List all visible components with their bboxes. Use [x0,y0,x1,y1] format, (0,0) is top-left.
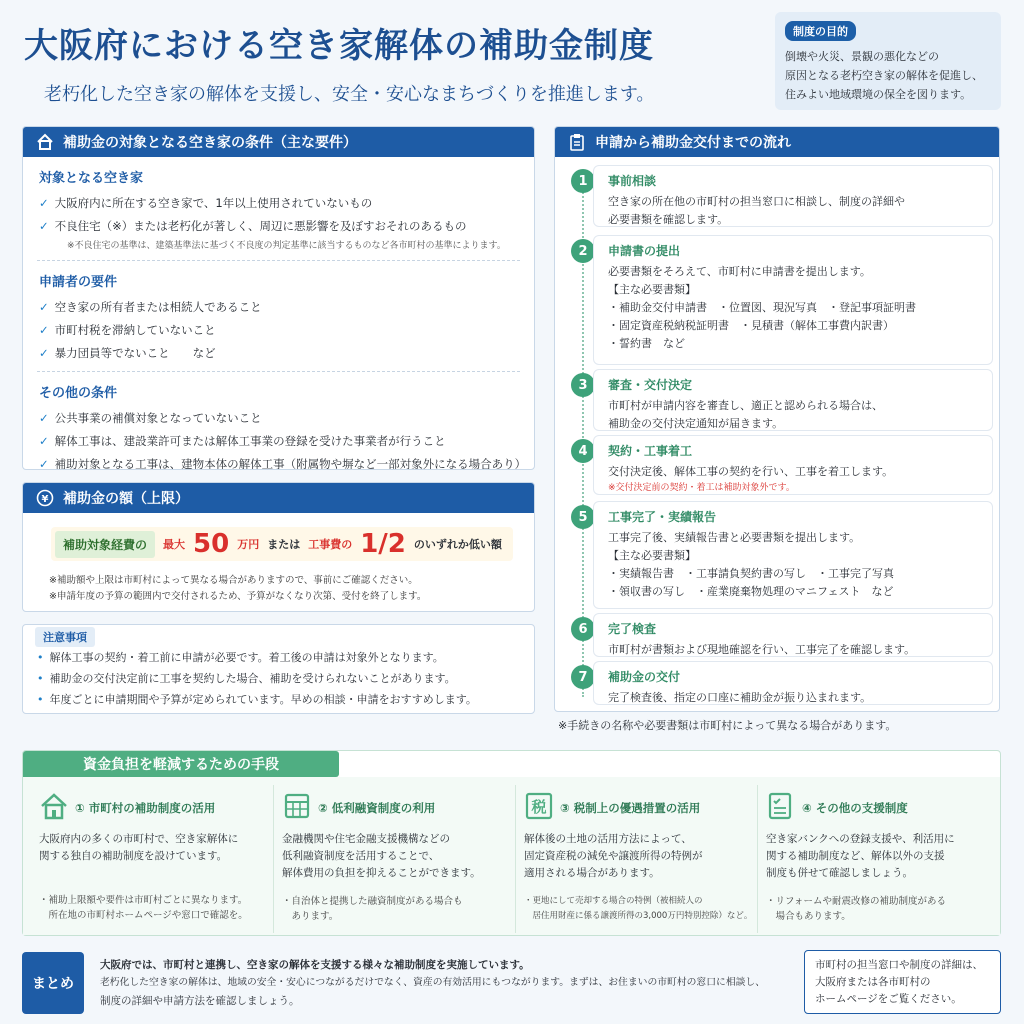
amount-panel [22,482,535,612]
means-column: 税 ③ 税制上の優遇措置の活用 解体後の土地の活用方法によって、 固定資産税の減免や譲渡所得の特例が 適用される場合があります。 ・更地にして売却する場合の特例（被相続人の 居住用財産に係る譲渡所得の3,000万円特別控除）など。 [515,785,755,933]
purpose-text: 倒壊や火災、景観の悪化などの 原因となる老朽空き家の解体を促進し、 住みよい地域環境の保全を図ります。 [785,50,983,101]
svg-text:¥: ¥ [41,494,49,505]
section-title: 申請者の要件 [39,275,118,290]
flow-step: 工事完了・実績報告 工事完了後、実績報告書と必要書類を提出します。 【主な必要書類】 ・実績報告書 ・工事請負契約書の写し ・工事完了写真 ・領収書の写し ・産業廃棄物処理のマニフェスト など [593,501,993,609]
page-subtitle: 老朽化した空き家の解体を支援し、安全・安心なまちづくりを推進します。 [44,84,655,105]
divider [37,371,520,372]
flow-title: 申請から補助金交付までの流れ [595,135,791,151]
step-title: 申請書の提出 [608,244,681,258]
checklist-icon [766,791,796,825]
step-title: 契約・工事着工 [608,444,693,458]
summary-text: 大阪府では、市町村と連携し、空き家の解体を支援する様々な補助制度を実施しています。 老朽化した空き家の解体は、地域の安全・安心につながるだけでなく、資産の有効活用にもつながります。まずは、お住まいの市町村の窓口に相談し、 制度の詳細や申請方法を確認しましょう。 [100,959,766,1007]
check-item: ✓ 暴力団員等でないこと など [39,346,216,360]
max-value: 50 [193,529,230,559]
flow-step: 完了検査 市町村が書類および現地確認を行い、工事完了を確認します。 [593,613,993,657]
amount-row [51,527,513,561]
tax-icon [524,791,554,825]
means-title: 資金負担を軽減するための手段 [23,751,339,777]
step-number: 4 [571,439,595,463]
check-icon: ✓ [39,411,49,425]
step-title: 補助金の交付 [608,670,681,684]
caution-item: • 補助金の交付決定前に工事を契約した場合、補助を受けられないことがあります。 [37,668,477,689]
check-item: ✓ 公共事業の補償対象となっていないこと [39,411,262,425]
house-icon [39,791,69,825]
bank-icon [282,791,312,825]
caution-list [37,647,477,710]
check-item: ✓ 空き家の所有者または相続人であること [39,300,262,314]
purpose-tag: 制度の目的 [785,21,856,41]
step-number: 6 [571,617,595,641]
check-item: ✓ 不良住宅（※）または老朽化が著しく、周辺に悪影響を及ぼすおそれのあるもの [39,219,467,233]
check-icon: ✓ [39,219,49,233]
step-title: 事前相談 [608,174,657,188]
amount-title: 補助金の額（上限） [63,491,189,507]
house-icon [35,132,55,152]
step-number: 3 [571,373,595,397]
flow-header [555,127,999,157]
step-title: 完了検査 [608,622,657,636]
max-prefix: 最大 [163,538,186,551]
means-col-title: ③ 税制上の優遇措置の活用 [560,801,701,815]
flow-step: 申請書の提出 必要書類をそろえて、市町村に申請書を提出します。 【主な必要書類】 ・補助金交付申請書 ・位置図、現況写真 ・登記事項証明書 ・固定資産税納税証明書 ・見積書（解体工事費内訳書） ・誓約書 など [593,235,993,365]
caution-panel [22,624,535,714]
flow-footnote: ※手続きの名称や必要書類は市町村によって異なる場合があります。 [558,719,897,732]
purpose-box [775,12,1001,110]
check-icon: ✓ [39,323,49,337]
flow-step: 事前相談 空き家の所在他の市町村の担当窓口に相談し、制度の詳細や 必要書類を確認します。 [593,165,993,227]
means-column: ④ その他の支援制度 空き家バンクへの登録支援や、利活用に 関する補助制度など、解体以外の支援 制度も併せて確認しましょう。 ・リフォームや耐震改修の補助制度がある 場合もあります。 [757,785,997,933]
amount-suffix: のいずれか低い額 [413,538,502,551]
means-col-title: ② 低利融資制度の利用 [318,801,436,815]
step-number: 5 [571,505,595,529]
step-title: 工事完了・実績報告 [608,510,717,524]
summary-tag: まとめ [22,952,84,1014]
conditions-header [23,127,534,157]
flow-step: 補助金の交付 完了検査後、指定の口座に補助金が振り込まれます。 [593,661,993,705]
check-item: ✓ 補助対象となる工事は、建物本体の解体工事（附属物や塀など一部対象外になる場合あり） [39,457,527,470]
divider [37,260,520,261]
page-title: 大阪府における空き家解体の補助金制度 [24,26,654,66]
caution-tag: 注意事項 [35,627,95,647]
check-icon: ✓ [39,300,49,314]
conditions-section [23,271,534,365]
check-icon: ✓ [39,346,49,360]
caution-item: • 解体工事の契約・着工前に申請が必要です。着工後の申請は対象外となります。 [37,647,477,668]
means-column: ② 低利融資制度の利用 金融機関や住宅金融支援機構などの 低利融資制度を活用することで、 解体費用の負担を抑えることができます。 ・自治体と提携した融資制度がある場合も あります。 [273,785,513,933]
cost-label: 工事費の [308,538,353,551]
clipboard-icon [567,132,587,152]
or-text: または [267,538,301,551]
amount-notes: ※補助額や上限は市町村によって異なる場合がありますので、事前にご確認ください。 ※申請年度の予算の範囲内で交付されるため、予算がなくなり次第、受付を終了します。 [49,575,427,602]
section-note: ※不良住宅の基準は、建築基準法に基づく不良度の判定基準に該当するものなど各市町村の基準によります。 [67,241,506,251]
svg-text:税: 税 [531,798,547,816]
check-icon: ✓ [39,434,49,448]
flow-step: 審査・交付決定 市町村が申請内容を審査し、適正と認められる場合は、 補助金の交付決定通知が届きます。 [593,369,993,431]
step-title: 審査・交付決定 [608,378,693,392]
conditions-title: 補助金の対象となる空き家の条件（主な要件） [63,135,357,151]
step-number: 2 [571,239,595,263]
check-item: ✓ 市町村税を滞納していないこと [39,323,216,337]
yen-icon [35,488,55,508]
conditions-section [23,167,534,254]
check-icon: ✓ [39,196,49,210]
step-number: 7 [571,665,595,689]
section-title: その他の条件 [39,386,118,401]
step-number: 1 [571,169,595,193]
check-item: ✓ 解体工事は、建設業許可または解体工事業の登録を受けた事業者が行うこと [39,434,446,448]
flow-step: 契約・工事着工 交付決定後、解体工事の契約を行い、工事を着工します。 ※交付決定前の契約・着工は補助対象外です。 [593,435,993,495]
means-col-title: ① 市町村の補助制度の活用 [75,801,216,815]
max-unit: 万円 [237,538,260,551]
contact-box: 市町村の担当窓口や制度の詳細は、 大阪府または各市町村の ホームページをご覧ください。 [804,950,1001,1014]
caution-item: • 年度ごとに申請期間や予算が定められています。早めの相談・申請をおすすめします。 [37,689,477,710]
means-col-title: ④ その他の支援制度 [802,801,908,815]
flow-panel [554,126,1000,712]
check-icon: ✓ [39,457,49,470]
amount-label: 補助対象経費の [55,531,155,558]
conditions-panel [22,126,535,470]
conditions-section [23,382,534,470]
amount-header [23,483,534,513]
section-title: 対象となる空き家 [39,171,144,186]
ratio-value: 1/2 [360,529,406,559]
means-column: ① 市町村の補助制度の活用 大阪府内の多くの市町村で、空き家解体に 関する独自の補助制度を設けています。 ・補助上限額や要件は市町村ごとに異なります。 所在地の市町村ホームページや窓口で確認を。 [31,785,271,933]
check-item: ✓ 大阪府内に所在する空き家で、1年以上使用されていないもの [39,196,373,210]
means-panel [22,750,1001,936]
